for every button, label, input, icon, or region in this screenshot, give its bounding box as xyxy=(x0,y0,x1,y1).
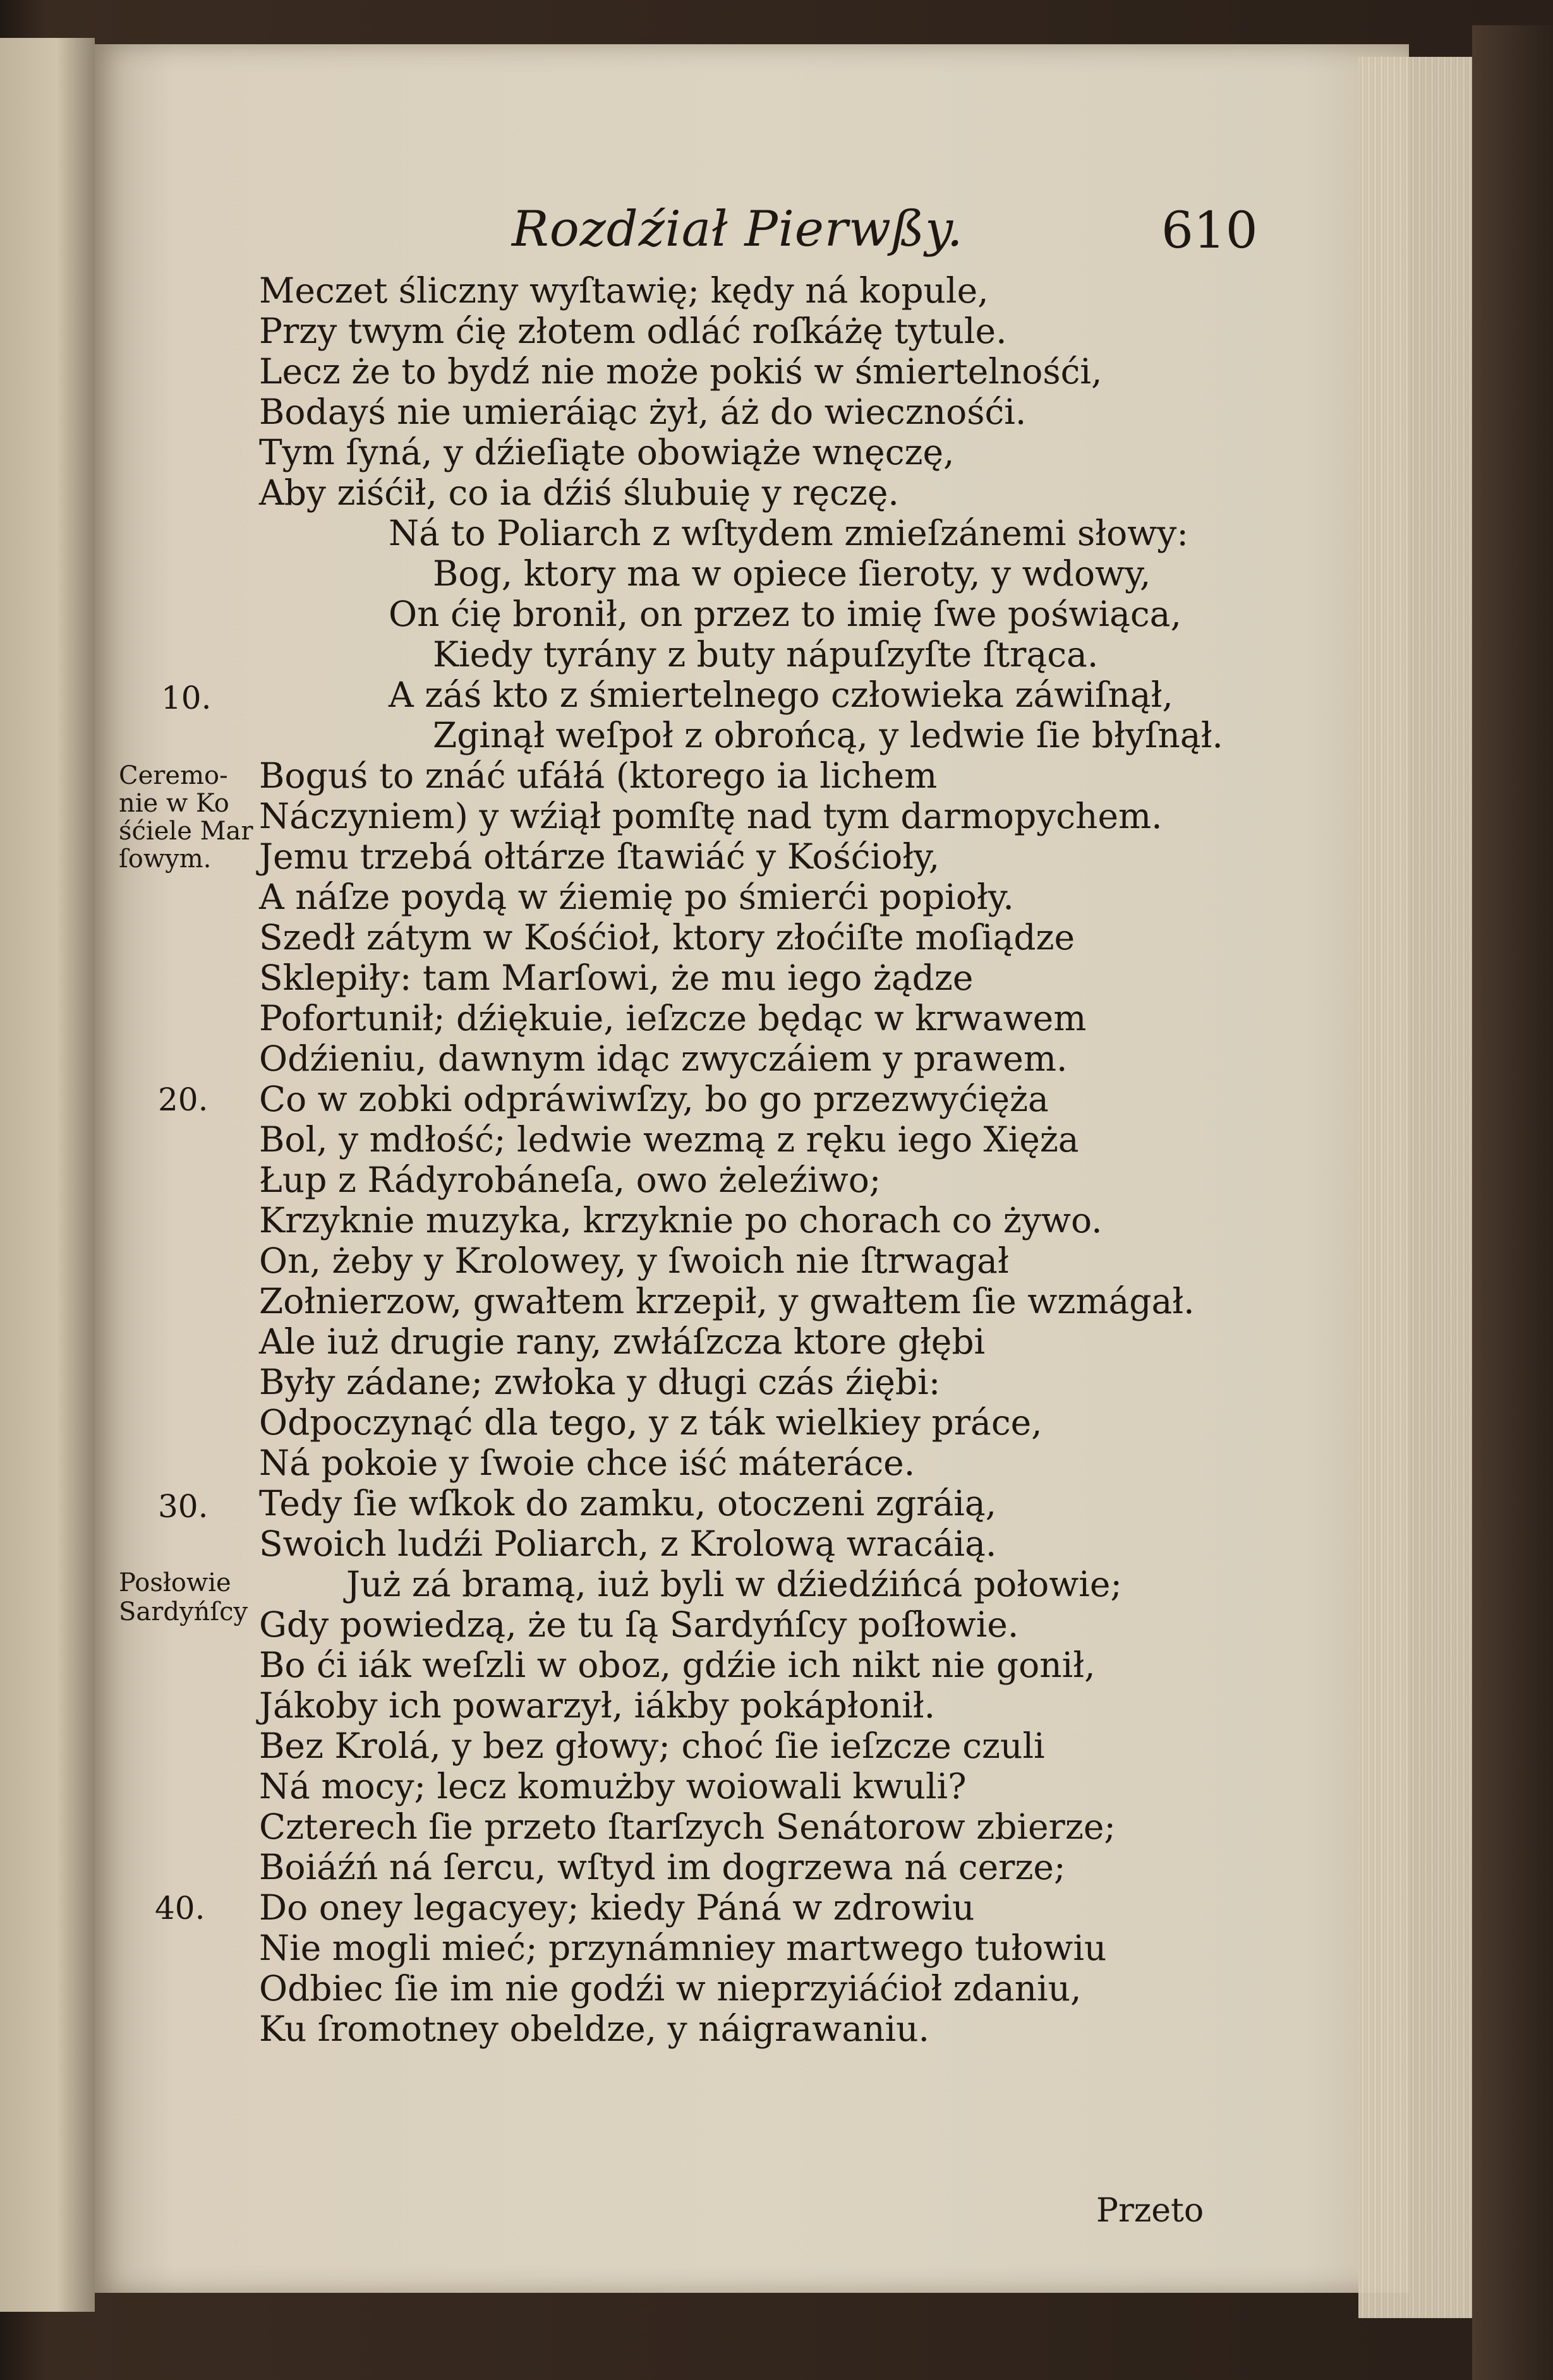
verse-line: Bodayś nie umieráiąc żył, áż do wiecznośći. xyxy=(259,392,1027,432)
verse-line: A záś kto z śmiertelnego człowieka záwiſnął, xyxy=(389,675,1173,715)
verse-line: Swoich ludźi Poliarch, z Krolową wracáią. xyxy=(259,1524,997,1564)
verse-line: Zginął weſpoł z obrońcą, y ledwie ſie błyſnął. xyxy=(433,715,1223,755)
verse-line: Szedł zátym w Kośćioł, ktory złoćiſte moſiądze xyxy=(259,917,1075,958)
verse-line: Tedy ſie wſkok do zamku, otoczeni zgráią, xyxy=(259,1483,997,1524)
verse-line: Przy twym ćię złotem odláć roſkáżę tytule. xyxy=(259,311,1007,351)
margin-note-line: nie w Ko xyxy=(119,789,229,818)
verse-line: Bog, ktory ma w opiece ſieroty, y wdowy, xyxy=(433,553,1151,594)
verse-line: Boiáźń ná ſercu, wſtyd im dogrzewa ná cerze; xyxy=(259,1847,1066,1887)
verse-line: Odźieniu, dawnym idąc zwyczáiem y prawem. xyxy=(259,1038,1068,1079)
verse-line: Ná to Poliarch z wſtydem zmieſzánemi słowy: xyxy=(389,513,1188,553)
verse-line: Czterech ſie przeto ſtarſzych Senátorow zbierze; xyxy=(259,1806,1116,1847)
verse-line: Pofortunił; dźiękuie, ieſzcze będąc w krwawem xyxy=(259,998,1087,1038)
margin-note-line: śćiele Mar xyxy=(119,817,253,846)
verse-line: Tym ſyná, y dźieſiąte obowiąże wnęczę, xyxy=(259,432,955,472)
verse-line: On ćię bronił, on przez to imię ſwe poświąca, xyxy=(389,594,1181,634)
verse-line: Jákoby ich powarzył, iákby pokápłonił. xyxy=(259,1685,936,1726)
verse-line: On, żeby y Krolowey, y ſwoich nie ſtrwagał xyxy=(259,1241,1009,1281)
margin-note-line: ſowym. xyxy=(119,844,212,874)
verse-line: Ná mocy; lecz komużby woiowali kwuli? xyxy=(259,1766,967,1806)
verse-line: Do oney legacyey; kiedy Páná w zdrowiu xyxy=(259,1887,975,1928)
verse-line: Już zá bramą, iuż byli w dźiedźińcá połowie; xyxy=(346,1564,1122,1604)
verse-line: Ku ſromotney obeldze, y náigrawaniu. xyxy=(259,2009,930,2049)
line-number: 10. xyxy=(161,680,212,716)
verse-line: Kiedy tyrány z buty nápuſzyſte ſtrąca. xyxy=(433,634,1099,675)
verse-line: Boguś to znáć ufáłá (ktorego ia lichem xyxy=(259,755,938,796)
line-number: 40. xyxy=(155,1890,205,1926)
margin-note-line: Sardyńſcy xyxy=(119,1597,248,1626)
verse-line: Aby ziśćił, co ia dźiś ślubuię y ręczę. xyxy=(259,472,899,513)
verse-line: Náczyniem) y wźiął pomſtę nad tym darmopychem. xyxy=(259,796,1163,836)
verse-line: Krzyknie muzyka, krzyknie po chorach co żywo. xyxy=(259,1200,1103,1241)
verse-line: Odbiec ſie im nie godźi w nieprzyiáćioł zdaniu, xyxy=(259,1968,1082,2009)
catchword: Przeto xyxy=(1096,2192,1204,2230)
verse-line: Ná pokoie y ſwoie chce iść máteráce. xyxy=(259,1443,915,1483)
verse-line: Sklepiły: tam Marſowi, że mu iego żądze xyxy=(259,958,974,998)
verse-line: Bol, y mdłość; ledwie wezmą z ręku iego Xięża xyxy=(259,1119,1079,1160)
verse-line: Meczet śliczny wyſtawię; kędy ná kopule, xyxy=(259,270,989,311)
margin-note-line: Ceremo- xyxy=(119,761,228,790)
verse-line: A náſze poydą w źiemię po śmierći popioły. xyxy=(259,877,1014,917)
verse-line: Bez Krolá, y bez głowy; choć ſie ieſzcze czuli xyxy=(259,1726,1045,1766)
verse-line: Łup z Rádyrobáneſa, owo żeleźiwo; xyxy=(259,1160,881,1200)
verse-line: Nie mogli mieć; przynámniey martwego tułowiu xyxy=(259,1928,1107,1968)
page-number: 610 xyxy=(1161,201,1258,260)
line-number: 30. xyxy=(158,1488,208,1525)
verse-line: Odpoczynąć dla tego, y z ták wielkiey práce, xyxy=(259,1402,1042,1443)
verse-line: Były zádane; zwłoka y długi czás źiębi: xyxy=(259,1362,941,1402)
verse-line: Lecz że to bydź nie może pokiś w śmiertelnośći, xyxy=(259,351,1103,392)
verse-line: Ale iuż drugie rany, zwłáſzcza ktore głębi xyxy=(259,1321,986,1362)
verse-line: Jemu trzebá ołtárze ſtawiáć y Kośćioły, xyxy=(259,836,940,877)
verse-line: Bo ći iák weſzli w oboz, gdźie ich nikt nie gonił, xyxy=(259,1645,1096,1685)
margin-note-line: Posłowie xyxy=(119,1568,231,1597)
verse-line: Co w zobki odpráwiwſzy, bo go przezwyćięża xyxy=(259,1079,1049,1119)
verse-line: Gdy powiedzą, że tu ſą Sardyńſcy poſłowie. xyxy=(259,1604,1019,1645)
line-number: 20. xyxy=(158,1081,208,1118)
verse-line: Zołnierzow, gwałtem krzepił, y gwałtem ſie wzmágał. xyxy=(259,1281,1195,1321)
running-head: Rozdźiał Pierwßy. xyxy=(512,201,964,258)
